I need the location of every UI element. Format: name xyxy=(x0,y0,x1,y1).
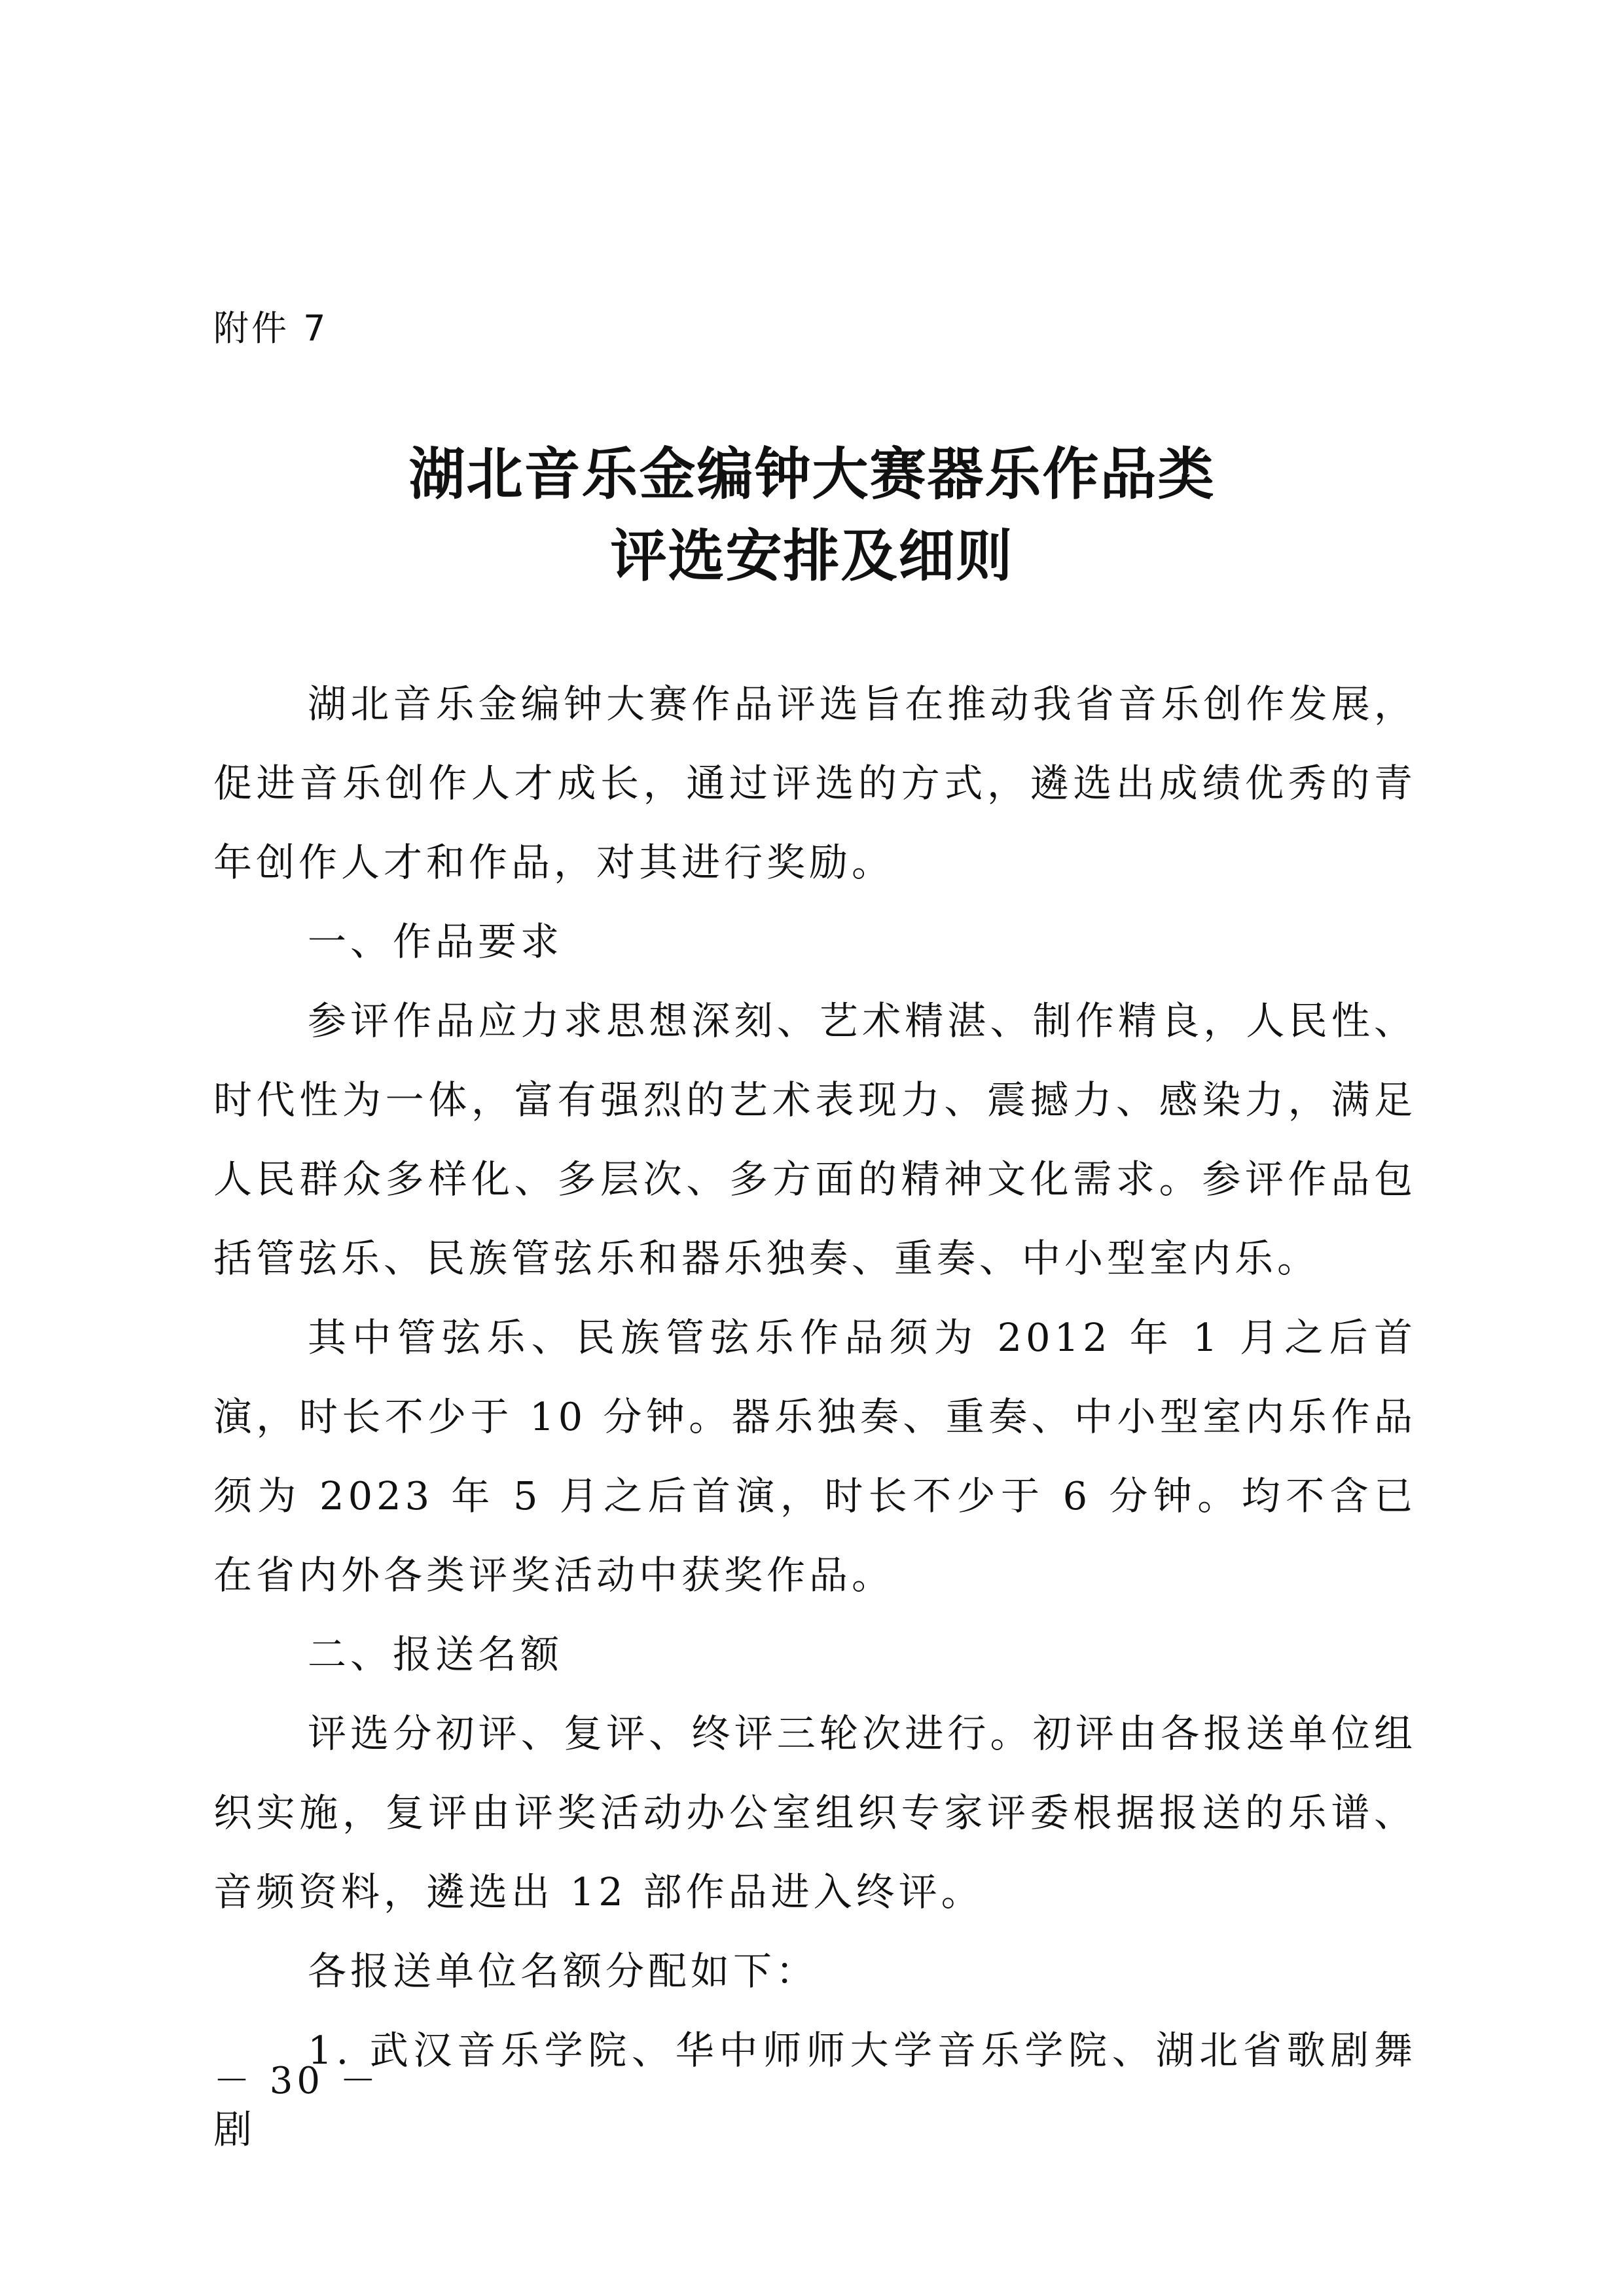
attachment-label: 附件 7 xyxy=(213,308,329,349)
document-title-line-2: 评选安排及细则 xyxy=(610,523,1014,589)
section-heading-quota: 二、报送名额 xyxy=(308,1632,564,1677)
quota-paragraph-1: 评选分初评、复评、终评三轮次进行。初评由各报送单位组织实施，复评由评奖活动办公室组织专家评委根据报送的乐谱、音频资料，遴选出 12 部作品进入终评。 xyxy=(213,1711,1416,1914)
requirements-paragraph-2: 其中管弦乐、民族管弦乐作品须为 2012 年 1 月之后首演，时长不少于 10 分钟。器乐独奏、重奏、中小型室内乐作品须为 2023 年 5 月之后首演，时长不少于 6 分钟。均不含已在省内外各类评奖活动中获奖作品。 xyxy=(213,1315,1416,1598)
requirements-paragraph-1: 参评作品应力求思想深刻、艺术精湛、制作精良，人民性、时代性为一体，富有强烈的艺术表现力、震撼力、感染力，满足人民群众多样化、多层次、多方面的精神文化需求。参评作品包括管弦乐、民族管弦乐和器乐独奏、重奏、中小型室内乐。 xyxy=(213,998,1416,1281)
quota-paragraph-2: 各报送单位名额分配如下： xyxy=(308,1948,819,1994)
quota-list-item-1: 1. 武汉音乐学院、华中师师大学音乐学院、湖北省歌剧舞剧 xyxy=(213,2028,1416,2152)
page-number: － 30 － xyxy=(213,2060,380,2102)
intro-paragraph: 湖北音乐金编钟大赛作品评选旨在推动我省音乐创作发展，促进音乐创作人才成长，通过评选的方式，遴选出成绩优秀的青年创作人才和作品，对其进行奖励。 xyxy=(213,681,1416,885)
document-body xyxy=(213,664,1416,2169)
section-heading-requirements: 一、作品要求 xyxy=(308,919,564,964)
document-title-line-1: 湖北音乐金编钟大赛器乐作品类 xyxy=(408,441,1216,507)
